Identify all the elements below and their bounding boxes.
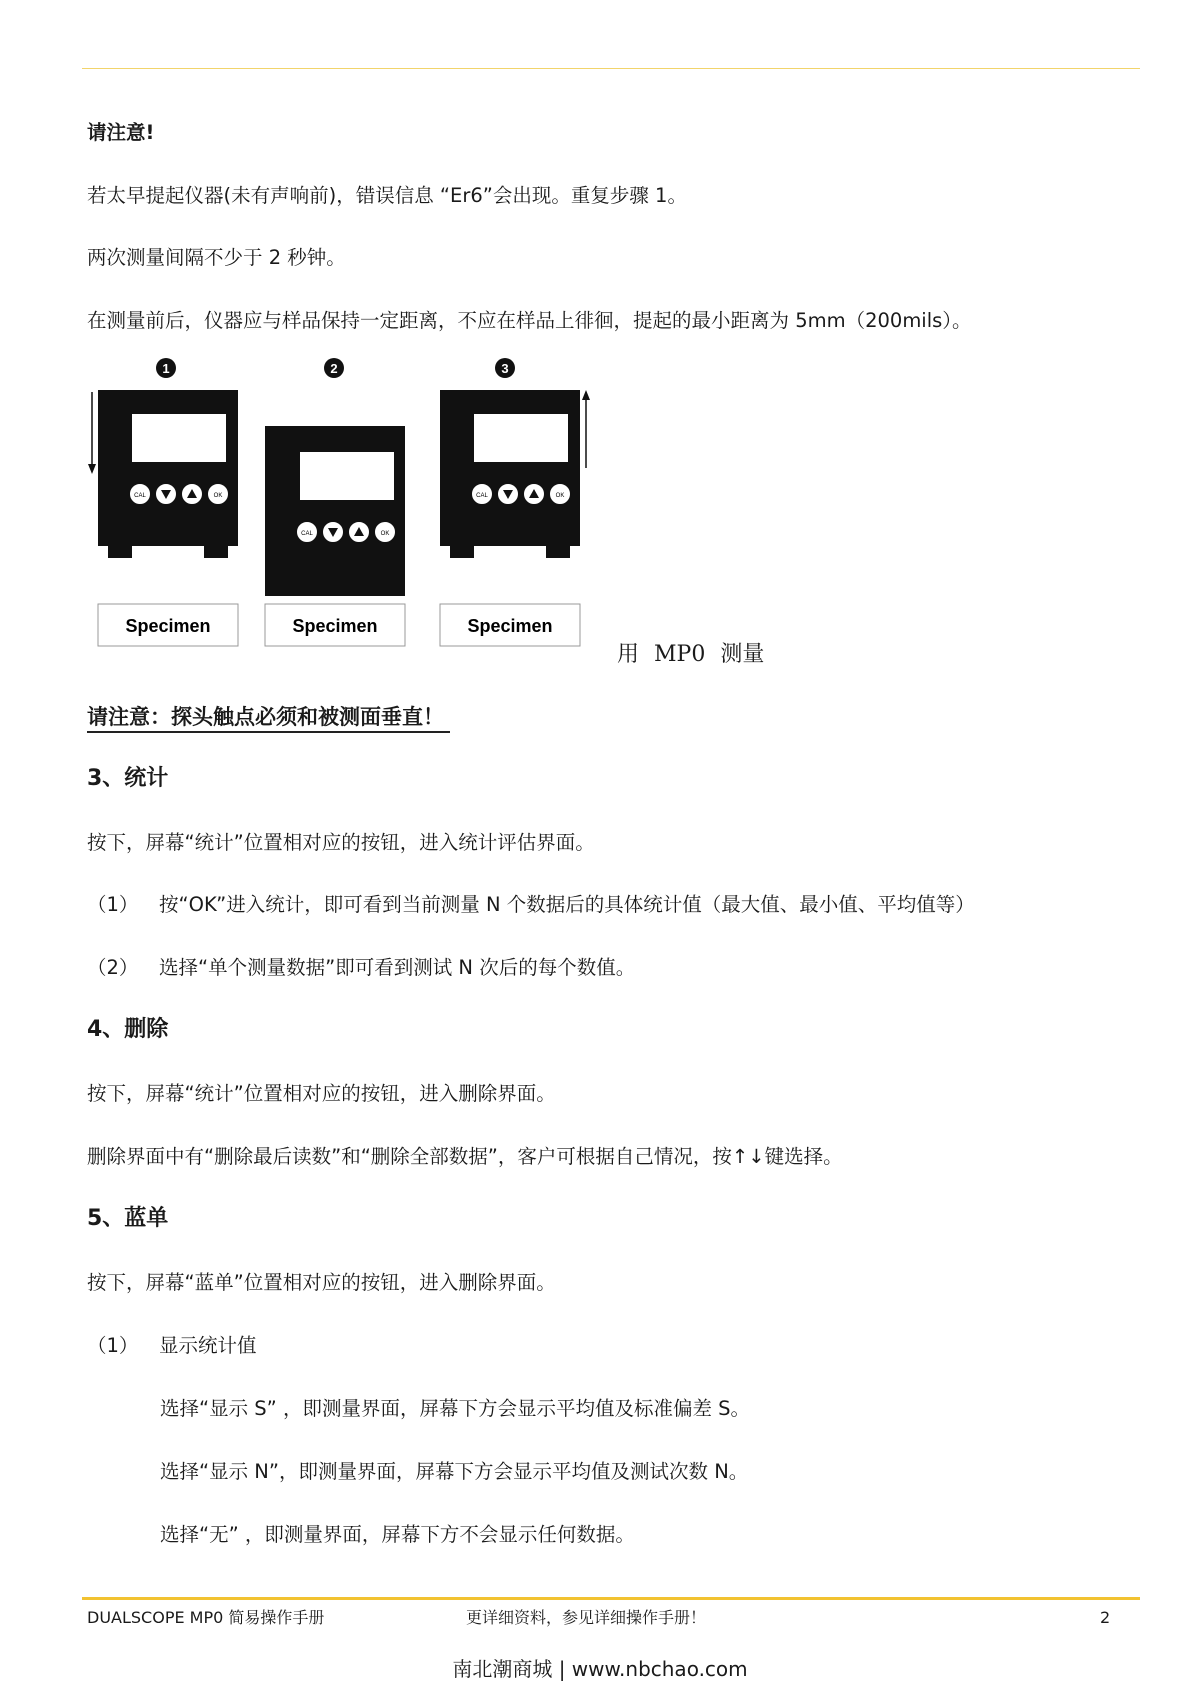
section-4-text-1: 按下，屏幕“统计”位置相对应的按钮，进入删除界面。 [87,1082,556,1105]
page-number: 2 [1100,1608,1111,1627]
footer-manual-title: DUALSCOPE MP0 简易操作手册 [87,1608,325,1627]
step-number: 1 [162,361,170,376]
svg-text:OK: OK [555,493,565,499]
paragraph-early-lift: 若太早提起仪器(未有声响前)，错误信息 “Er6”会出现。重复步骤 1。 [87,184,687,207]
step-number: 3 [501,361,509,376]
item-text: 按“OK”进入统计，即可看到当前测量 N 个数据后的具体统计值（最大值、最小值、平均值等） [159,893,975,916]
svg-text:CAL: CAL [134,493,146,499]
notice-title: 请注意! [87,121,155,144]
header-rule [82,68,1140,69]
paragraph-interval: 两次测量间隔不少于 2 秒钟。 [87,246,346,269]
section-4-title: 4、删除 [87,1017,169,1042]
section-4-text-2: 删除界面中有“删除最后读数”和“删除全部数据”，客户可根据自己情况，按↑↓键选择。 [87,1145,843,1168]
section-3-title: 3、统计 [87,766,169,791]
measurement-steps-figure [84,356,604,666]
section-5-item-1 [87,1332,257,1360]
specimen-label: Specimen [467,616,553,636]
option-none: 选择“无” ，即测量界面，屏幕下方不会显示任何数据。 [160,1523,635,1546]
step-1 [88,358,238,646]
specimen-label: Specimen [292,616,378,636]
svg-text:OK: OK [213,493,223,499]
svg-text:CAL: CAL [476,493,488,499]
item-label: （1） [87,1334,139,1357]
perpendicular-warning [87,703,450,731]
option-show-n: 选择“显示 N”，即测量界面，屏幕下方会显示平均值及测试次数 N。 [160,1460,749,1483]
figure-caption: 用 MP0 测量 [617,642,765,667]
section-3-item-2 [87,954,635,982]
svg-text:CAL: CAL [301,531,313,537]
specimen-label: Specimen [125,616,211,636]
item-label: （1） [87,893,139,916]
item-text: 选择“单个测量数据”即可看到测试 N 次后的每个数值。 [159,956,636,979]
warning-text: 请注意：探头触点必须和被测面垂直！ [87,705,450,733]
svg-text:OK: OK [380,531,390,537]
step-3 [440,358,590,646]
item-label: （2） [87,956,139,979]
site-watermark: 南北潮商城 | www.nbchao.com [452,1657,748,1681]
item-text: 显示统计值 [159,1334,257,1357]
step-2 [265,358,405,646]
section-5-text: 按下，屏幕“蓝单”位置相对应的按钮，进入删除界面。 [87,1271,556,1294]
footer-rule [82,1597,1140,1600]
option-show-s: 选择“显示 S” ，即测量界面，屏幕下方会显示平均值及标准偏差 S。 [160,1397,751,1420]
footer-note: 更详细资料，参见详细操作手册！ [466,1608,707,1627]
step-number: 2 [330,361,338,376]
paragraph-distance: 在测量前后，仪器应与样品保持一定距离，不应在样品上徘徊，提起的最小距离为 5mm（200mils）。 [87,309,972,332]
section-3-text: 按下，屏幕“统计”位置相对应的按钮，进入统计评估界面。 [87,831,595,854]
section-3-item-1 [87,891,975,919]
section-5-title: 5、蓝单 [87,1206,169,1231]
